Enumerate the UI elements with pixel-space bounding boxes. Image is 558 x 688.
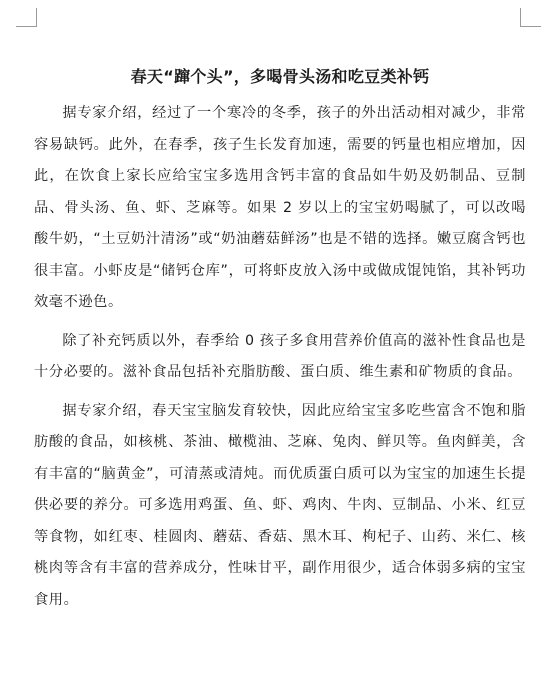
document-title: 春天“蹿个头”，多喝骨头汤和吃豆类补钙 [130,67,430,86]
paragraph-1: 据专家介绍，经过了一个寒冷的冬季，孩子的外出活动相对减少，非常容易缺钙。此外，在春季，孩子生长发育加速，需要的钙量也相应增加，因此，在饮食上家长应给宝宝多选用含钙丰富的食品如牛奶及奶制品、豆制品、骨头汤、鱼、虾、芝麻等。如果 2 岁以上的宝宝奶喝腻了，可以改喝酸牛奶，“土豆奶汁清汤”或“奶油蘑菇鲜汤”也是不错的选择。嫩豆腐含钙也很丰富。小虾皮是“储钙仓库”，可将虾皮放入汤中或做成馄饨馅，其补钙功效毫不逊色。 [34,105,526,310]
paragraph-3: 据专家介绍，春天宝宝脑发育较快，因此应给宝宝多吃些富含不饱和脂肪酸的食品，如核桃、茶油、橄榄油、芝麻、兔肉、鲜贝等。鱼肉鲜美，含有丰富的“脑黄金”，可清蒸或清炖。而优质蛋白质可以为宝宝的加速生长提供必要的养分。可多选用鸡蛋、鱼、虾、鸡肉、牛肉、豆制品、小米、红豆等食物，如红枣、桂圆肉、蘑菇、香菇、黑木耳、枸杞子、山药、米仁、核桃肉等含有丰富的营养成分，性味甘平，副作用很少，适合体弱多病的宝宝食用。 [34,402,526,608]
crop-mark-top-left [16,8,37,27]
document-body[interactable] [34,64,526,616]
crop-mark-top-right [520,8,541,27]
paragraph-2: 除了补充钙质以外，春季给 0 孩子多食用营养价值高的滋补性食品也是十分必要的。滋补食品包括补充脂肪酸、蛋白质、维生素和矿物质的食品。 [34,332,526,380]
